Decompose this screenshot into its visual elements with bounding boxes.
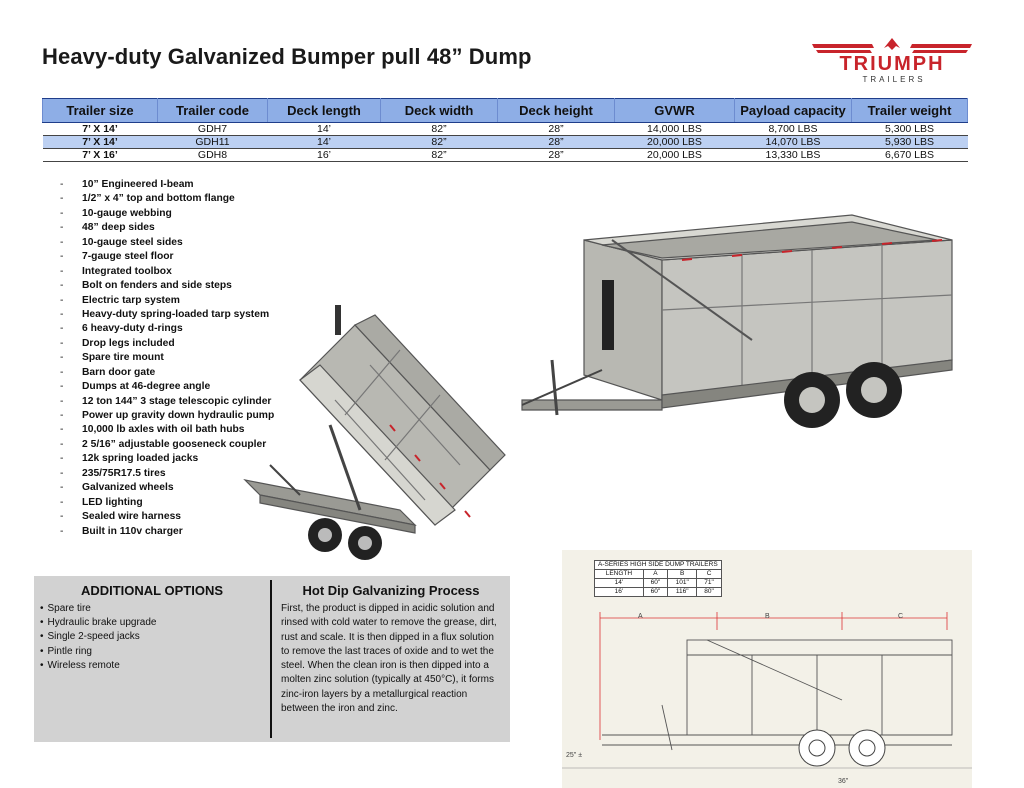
dim-cell: 71" bbox=[697, 579, 721, 588]
dim-cell: 60" bbox=[643, 579, 667, 588]
feature-item: - Bolt on fenders and side steps bbox=[60, 279, 274, 293]
page-title: Heavy-duty Galvanized Bumper pull 48” Dump bbox=[42, 44, 532, 69]
specs-header-row bbox=[43, 99, 968, 123]
dim-label-a: A bbox=[638, 613, 643, 620]
dim-label-height: 25" ± bbox=[566, 752, 583, 759]
table-row bbox=[43, 149, 968, 162]
option-item: • Wireless remote bbox=[40, 659, 156, 673]
cell: 5,930 LBS bbox=[852, 136, 968, 149]
options-list bbox=[40, 602, 156, 673]
table-row bbox=[43, 136, 968, 149]
col-deck-height: Deck height bbox=[498, 99, 615, 123]
col-deck-width: Deck width bbox=[381, 99, 498, 123]
dim-cell: 80" bbox=[697, 588, 721, 597]
cell: 8,700 LBS bbox=[735, 123, 852, 136]
cell: GDH8 bbox=[158, 149, 268, 162]
dim-label-b: B bbox=[765, 613, 770, 620]
option-item: • Pintle ring bbox=[40, 645, 156, 659]
feature-item: - Power up gravity down hydraulic pump bbox=[60, 409, 274, 423]
feature-item: - 48” deep sides bbox=[60, 221, 274, 235]
col-gvwr: GVWR bbox=[615, 99, 735, 123]
options-divider bbox=[270, 580, 272, 738]
option-item: • Hydraulic brake upgrade bbox=[40, 616, 156, 630]
cell: 28” bbox=[498, 136, 615, 149]
feature-item: - Sealed wire harness bbox=[60, 510, 274, 524]
dim-cell: 14' bbox=[595, 579, 644, 588]
cell: 28” bbox=[498, 123, 615, 136]
cell: 7’ X 16’ bbox=[43, 149, 158, 162]
dim-header: A bbox=[643, 570, 667, 579]
col-trailer-size: Trailer size bbox=[43, 99, 158, 123]
dim-cell: 60" bbox=[643, 588, 667, 597]
cell: 82” bbox=[381, 123, 498, 136]
feature-item: - Dumps at 46-degree angle bbox=[60, 380, 274, 394]
col-trailer-code: Trailer code bbox=[158, 99, 268, 123]
options-title: ADDITIONAL OPTIONS bbox=[80, 583, 224, 598]
specs-table bbox=[42, 98, 968, 162]
dim-header: LENGTH bbox=[595, 570, 644, 579]
dim-label-c: C bbox=[898, 613, 904, 620]
dimension-table-title: A-SERIES HIGH SIDE DUMP TRAILERS bbox=[595, 561, 722, 570]
logo-sub-text: TRAILERS bbox=[862, 75, 926, 84]
dim-cell: 16' bbox=[595, 588, 644, 597]
cell: GDH7 bbox=[158, 123, 268, 136]
feature-item: - Electric tarp system bbox=[60, 294, 274, 308]
dim-header: B bbox=[667, 570, 696, 579]
table-row bbox=[43, 123, 968, 136]
raised-dump-trailer-image bbox=[240, 305, 530, 570]
cell: 20,000 LBS bbox=[615, 136, 735, 149]
triumph-logo bbox=[812, 36, 972, 86]
cell: 14’ bbox=[268, 123, 381, 136]
feature-item: - 1/2” x 4” top and bottom flange bbox=[60, 192, 274, 206]
feature-item: - 12k spring loaded jacks bbox=[60, 452, 274, 466]
drawing-side-view bbox=[562, 600, 972, 788]
cell: 14’ bbox=[268, 136, 381, 149]
feature-item: - 235/75R17.5 tires bbox=[60, 467, 274, 481]
feature-item: - Galvanized wheels bbox=[60, 481, 274, 495]
col-deck-length: Deck length bbox=[268, 99, 381, 123]
cell: 14,070 LBS bbox=[735, 136, 852, 149]
col-weight: Trailer weight bbox=[852, 99, 968, 123]
cell: 7’ X 14’ bbox=[43, 123, 158, 136]
cell: 13,330 LBS bbox=[735, 149, 852, 162]
galvanizing-text: First, the product is dipped in acidic solution and rinsed with cold water to remove the grease, dirt, rust and scale. It is then dipped in a flux solution to remove the last traces of oxide and to wet the steel. When the clean iron is then dipped into a molten zinc solution (typically at 450°C), it forms zinc-iron layers by a metallurgical reaction between the iron and zinc. bbox=[281, 603, 497, 715]
feature-item: - Heavy-duty spring-loaded tarp system bbox=[60, 308, 274, 322]
cell: 7’ X 14’ bbox=[43, 136, 158, 149]
feature-item: - LED lighting bbox=[60, 496, 274, 510]
cell: 20,000 LBS bbox=[615, 149, 735, 162]
dim-cell: 116" bbox=[667, 588, 696, 597]
col-payload: Payload capacity bbox=[735, 99, 852, 123]
dim-cell: 101" bbox=[667, 579, 696, 588]
dimension-table bbox=[594, 560, 722, 597]
cell: GDH11 bbox=[158, 136, 268, 149]
cell: 5,300 LBS bbox=[852, 123, 968, 136]
dim-header: C bbox=[697, 570, 721, 579]
feature-item: - 2 5/16” adjustable gooseneck coupler bbox=[60, 438, 274, 452]
cell: 28” bbox=[498, 149, 615, 162]
feature-item: - 10,000 lb axles with oil bath hubs bbox=[60, 423, 274, 437]
feature-item: - 7-gauge steel floor bbox=[60, 250, 274, 264]
cell: 6,670 LBS bbox=[852, 149, 968, 162]
feature-item: - Spare tire mount bbox=[60, 351, 274, 365]
logo-brand-text: TRIUMPH bbox=[839, 53, 945, 75]
galvanizing-title: Hot Dip Galvanizing Process bbox=[302, 583, 480, 598]
cell: 82” bbox=[381, 149, 498, 162]
option-item: • Spare tire bbox=[40, 602, 156, 616]
dump-trailer-image bbox=[512, 210, 974, 440]
dim-label-width: 36" bbox=[838, 778, 849, 785]
feature-item: - Integrated toolbox bbox=[60, 265, 274, 279]
cell: 16’ bbox=[268, 149, 381, 162]
feature-item: - Barn door gate bbox=[60, 366, 274, 380]
feature-item: - 10-gauge webbing bbox=[60, 207, 274, 221]
cell: 82” bbox=[381, 136, 498, 149]
feature-item: - 10” Engineered I-beam bbox=[60, 178, 274, 192]
feature-item: - Drop legs included bbox=[60, 337, 274, 351]
feature-item: - 12 ton 144” 3 stage telescopic cylinder bbox=[60, 395, 274, 409]
feature-item: - Built in 110v charger bbox=[60, 525, 274, 539]
option-item: • Single 2-speed jacks bbox=[40, 630, 156, 644]
feature-item: - 10-gauge steel sides bbox=[60, 236, 274, 250]
cell: 14,000 LBS bbox=[615, 123, 735, 136]
feature-item: - 6 heavy-duty d-rings bbox=[60, 322, 274, 336]
